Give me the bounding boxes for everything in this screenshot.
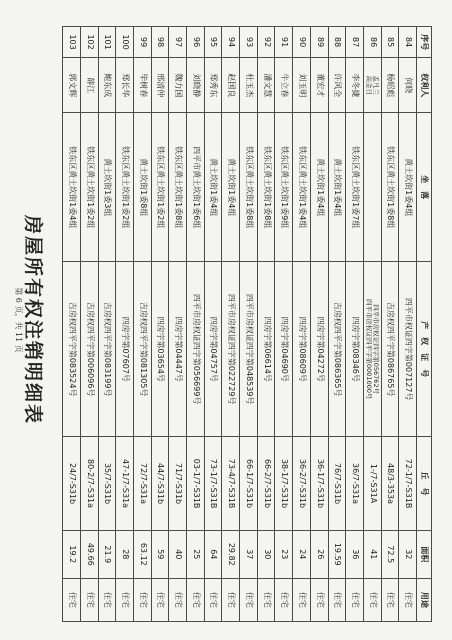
cell-use: 住宅 [80,578,98,621]
cell-area: 40 [169,530,187,578]
table-row [240,27,258,622]
cell-lot: 73-4/7-S31B [222,437,240,531]
cell-owner: 何晓 [399,58,417,113]
table-row [363,27,381,622]
table-header-row [417,27,432,622]
cell-no: 95 [204,27,222,58]
table-row [257,27,275,622]
cell-location: 四平市黄土坎街1委6组 [187,113,205,262]
cell-owner: 刘晓静 [187,58,205,113]
document-title: 房屋所有权注销明细表 [22,214,44,425]
cell-lot: 72-1/7-S31B [399,437,417,531]
cell-use: 住宅 [187,578,205,621]
table-row [169,27,187,622]
cell-cert: 四平市房权证四字第056699号 [187,262,205,437]
cell-owner: 邢清仲 [151,58,169,113]
cell-use: 住宅 [151,578,169,621]
cell-no: 88 [328,27,346,58]
cell-lot: 36-1/7-S31b [310,437,328,531]
cell-owner: 杨昭彪 [381,58,399,113]
cell-location: 黄土坎街1委4组 [222,113,240,262]
cell-area: 21.9 [98,530,116,578]
page-footer: 第 6 页，共 11 页 [14,287,23,353]
cancellation-table [62,26,432,622]
cell-use: 住宅 [346,578,364,621]
cell-no: 93 [240,27,258,58]
cell-use: 住宅 [134,578,152,621]
header-use: 用途 [417,578,432,621]
cell-cert: 四房字第06614号 [257,262,275,437]
cell-lot: 66-2/7-S31b [257,437,275,531]
cell-cert: 四房字第08609号 [293,262,311,437]
cell-location: 黄土坎街1委3组 [98,113,116,262]
cell-no: 100 [116,27,134,58]
cell-owner: 孟凡兰 高金日 [363,58,381,113]
cell-area: 49.66 [80,530,98,578]
table-row [116,27,134,622]
header-lot: 丘 号 [417,437,432,531]
cell-owner: 鲍东成 [98,58,116,113]
cell-lot: 35/7-S31b [98,437,116,531]
cell-no: 96 [187,27,205,58]
cell-cert: 吉房权四平字第083524号 [63,262,81,437]
cell-owner: 郑秀东 [204,58,222,113]
cell-owner: 董宏才 [310,58,328,113]
cell-area: 28 [116,530,134,578]
cell-cert: 吉房权四平字第083199号 [98,262,116,437]
cell-area: 25 [187,530,205,578]
cell-area: 19.59 [328,530,346,578]
cell-lot: 38-1/7-S31b [275,437,293,531]
cell-use: 住宅 [293,578,311,621]
cell-no: 94 [222,27,240,58]
cell-owner: 赵国良 [222,58,240,113]
cell-use: 住宅 [240,578,258,621]
table-row [293,27,311,622]
cell-cert: 吉房权四平字第086365号 [328,262,346,437]
cell-location: 黄土坎街1委4组 [204,113,222,262]
cell-no: 99 [134,27,152,58]
cell-owner: 杜玉杰 [240,58,258,113]
header-area: 面积 [417,530,432,578]
header-cert: 产 权 证 号 [417,262,432,437]
cell-no: 86 [363,27,381,58]
cell-cert: 四房字第04447号 [169,262,187,437]
cell-owner: 牛立春 [275,58,293,113]
cell-use: 住宅 [169,578,187,621]
cell-area: 26 [310,530,328,578]
cell-lot: 03-1/7-S31B [187,437,205,531]
table-row [98,27,116,622]
cell-use: 住宅 [275,578,293,621]
cell-lot: 44/7-S31b [151,437,169,531]
cell-area: 72.5 [381,530,399,578]
cell-cert: 吉房权四平字第086765号 [381,262,399,437]
table-row [328,27,346,622]
table-row [151,27,169,622]
cell-use: 住宅 [381,578,399,621]
cell-use: 住宅 [399,578,417,621]
cell-use: 住宅 [257,578,275,621]
header-owner: 权利人 [417,58,432,113]
cell-no: 90 [293,27,311,58]
cell-owner: 薛江 [80,58,98,113]
cell-owner: 李冬捷 [346,58,364,113]
header-no: 序号 [417,27,432,58]
cell-cert: 四平市房权证四字第056762号 四平市房权证四平字第0001000号 [363,262,381,437]
cell-location: 铁东区黄土坎街1委8组 [169,113,187,262]
cell-area: 30 [257,530,275,578]
cell-area: 23 [275,530,293,578]
cell-cert: 吉房权四平字第006096号 [80,262,98,437]
cell-area: 32 [399,530,417,578]
cell-location: 铁东区黄土坎街1委8组 [240,113,258,262]
table-row [222,27,240,622]
cell-lot: 1-/7-S31A [363,437,381,531]
cell-lot: 73-1/7-S31B [204,437,222,531]
cell-no: 91 [275,27,293,58]
cell-area: 59 [151,530,169,578]
cell-lot: 24/7-S31b [63,437,81,531]
cell-cert: 四平市房权证四字第022729号 [222,262,240,437]
cell-cert: 四房字第04272号 [310,262,328,437]
cell-use: 住宅 [116,578,134,621]
table-row [381,27,399,622]
cell-lot: 47-1/7-S31a [116,437,134,531]
table-row [346,27,364,622]
cell-use: 住宅 [98,578,116,621]
cell-location: 铁东区黄土坎街1委4组 [293,113,311,262]
cell-no: 98 [151,27,169,58]
cell-cert: 四房字第04757号 [204,262,222,437]
cell-owner: 刘玉明 [293,58,311,113]
cell-location: 铁东区黄土坎街1委2组 [80,113,98,262]
cell-owner: 许风全 [328,58,346,113]
cell-cert: 四房字第07607号 [116,262,134,437]
cell-use: 住宅 [63,578,81,621]
cell-cert: 四平市房权证四字第048539号 [240,262,258,437]
table-row [310,27,328,622]
cell-location: 黄土坎街1委8组 [134,113,152,262]
cell-no: 85 [381,27,399,58]
cell-location [363,113,381,262]
cell-area: 64 [204,530,222,578]
cell-lot: 48/3-353a [381,437,399,531]
cell-owner: 潘文慧 [257,58,275,113]
cell-no: 97 [169,27,187,58]
cell-no: 84 [399,27,417,58]
cell-no: 89 [310,27,328,58]
cell-area: 36 [346,530,364,578]
cell-area: 37 [240,530,258,578]
cell-use: 住宅 [222,578,240,621]
cell-no: 103 [63,27,81,58]
cell-lot: 36/7-S31a [346,437,364,531]
cell-cert: 四房字第04690号 [275,262,293,437]
cell-location: 铁东区黄土坎街1委7组 [346,113,364,262]
cell-area: 29.82 [222,530,240,578]
cell-owner: 郭文辉 [63,58,81,113]
cell-location: 黄土坎街1委4组 [328,113,346,262]
cell-area: 63.12 [134,530,152,578]
cell-location: 黄土坎街1委4组 [310,113,328,262]
cell-no: 92 [257,27,275,58]
cell-lot: 76/7-S31b [328,437,346,531]
cell-location: 黄土坎街1委4组 [399,113,417,262]
table-row [204,27,222,622]
cell-lot: 71/7-S31b [169,437,187,531]
cell-cert: 吉房权四平字第081305号 [134,262,152,437]
table-row [63,27,81,622]
cell-cert: 四房字第08346号 [346,262,364,437]
header-location: 坐 落 [417,113,432,262]
cell-use: 住宅 [204,578,222,621]
table-row [134,27,152,622]
cell-no: 102 [80,27,98,58]
cell-use: 住宅 [310,578,328,621]
cell-location: 铁东区黄土坎街1委9组 [275,113,293,262]
cell-area: 41 [363,530,381,578]
cell-location: 铁东区黄土坎街1委8组 [381,113,399,262]
table-row [399,27,417,622]
cell-cert: 四房字第03654号 [151,262,169,437]
table-row [187,27,205,622]
cell-lot: 80-2/7-S31a [80,437,98,531]
cell-no: 87 [346,27,364,58]
cell-use: 住宅 [328,578,346,621]
cell-area: 24 [293,530,311,578]
cell-location: 铁东区黄土坎街1委2组 [151,113,169,262]
cell-lot: 66-1/7-S31b [240,437,258,531]
cell-location: 铁东区黄土坎街1委2组 [116,113,134,262]
cell-owner: 魏力国 [169,58,187,113]
cell-no: 101 [98,27,116,58]
table-row [275,27,293,622]
cell-owner: 毕树春 [134,58,152,113]
cell-area: 19.2 [63,530,81,578]
cell-lot: 36-2/7-S31b [293,437,311,531]
cell-location: 铁东区黄土坎街1委4组 [63,113,81,262]
cell-owner: 郑长华 [116,58,134,113]
cell-lot: 72/7-S31a [134,437,152,531]
cell-cert: 四平市权证四字第007127号 [399,262,417,437]
cell-use: 住宅 [363,578,381,621]
cell-location: 铁东区黄土坎街1委8组 [257,113,275,262]
table-row [80,27,98,622]
